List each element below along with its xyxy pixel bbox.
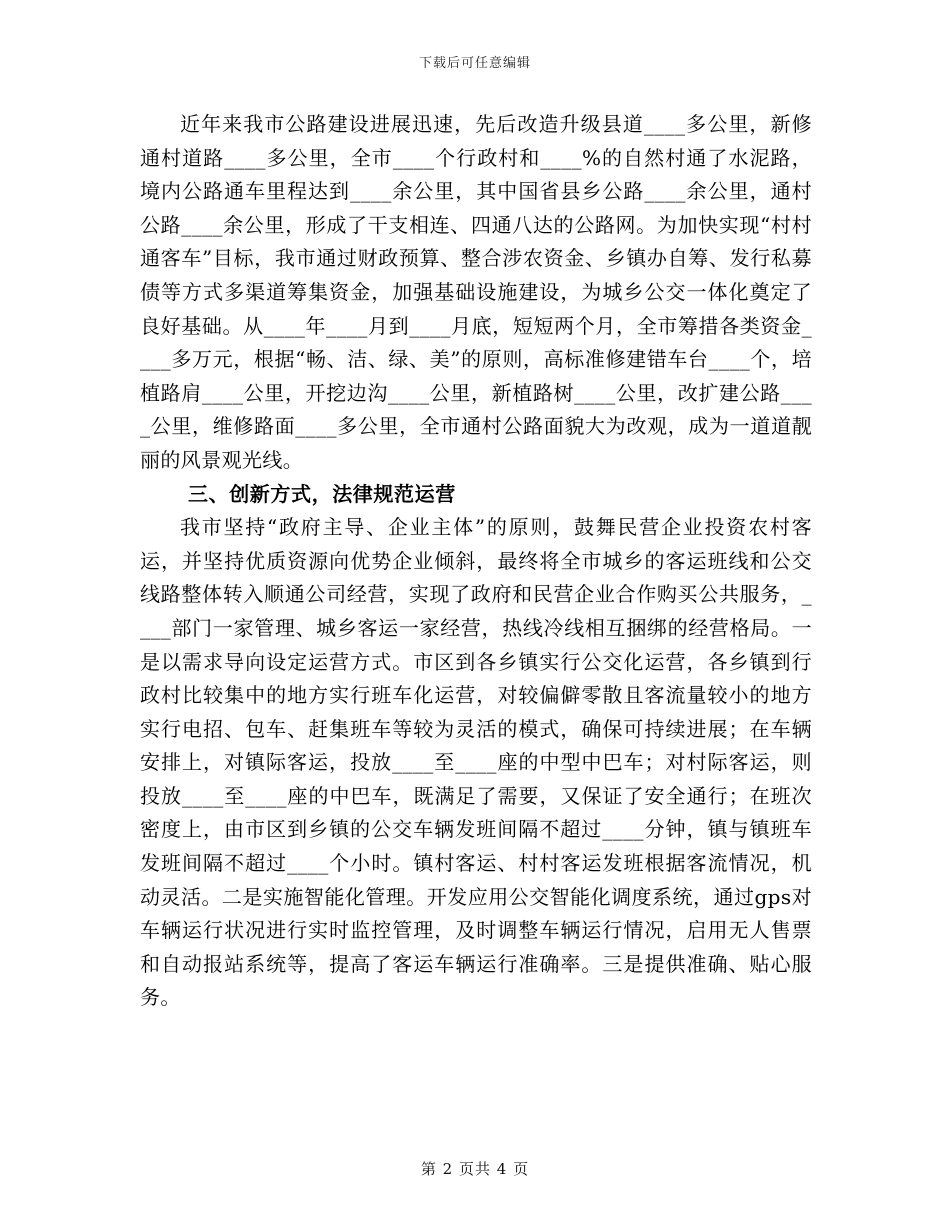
paragraph-road-construction: 近年来我市公路建设进展迅速，先后改造升级县道____多公里，新修通村道路____多公里，全市____个行政村和____%的自然村通了水泥路，境内公路通车里程达到____余公里，其中国省县乡公路____余公里，通村公路____余公里，形成了干支相连、四通八达的公路网。为加快实现“村村通客车”目标，我市通过财政预算、整合涉农资金、乡镇办自筹、发行私募债等方式多渠道筹集资金，加强基础设施建设，为城乡公交一体化奠定了良好基础。从____年____月到____月底，短短两个月，全市筹措各类资金____多万元，根据“畅、洁、绿、美”的原则，高标准修建错车台____个，培植路肩____公里，开挖边沟____公里，新植路树____公里，改扩建公路____公里，维修路面____多公里，全市通村公路面貌大为改观，成为一道道靓丽的风景观光线。 xyxy=(140,112,812,472)
document-body xyxy=(140,108,812,1015)
paragraph-operation-mode: 我市坚持“政府主导、企业主体”的原则，鼓舞民营企业投资农村客运，并坚持优质资源向优势企业倾斜，最终将全市城乡的客运班线和公交线路整体转入顺通公司经营，实现了政府和民营企业合作购买公共服务，____部门一家管理、城乡客运一家经营，热线冷线相互捆绑的经营格局。一是以需求导向设定运营方式。市区到各乡镇实行公交化运营，各乡镇到行政村比较集中的地方实行班车化运营，对较偏僻零散且客流量较小的地方实行电招、包车、赶集班车等较为灵活的模式，确保可持续进展；在车辆安排上，对镇际客运，投放____至____座的中型中巴车；对村际客运，则投放____至____座的中巴车，既满足了需要，又保证了安全通行；在班次密度上，由市区到乡镇的公交车辆发班间隔不超过____分钟，镇与镇班车发班间隔不超过____个小时。镇村客运、村村客运发班根据客流情况，机动灵活。二是实施智能化管理。开发应用公交智能化调度系统，通过gps对车辆运行状况进行实时监控管理，及时调整车辆运行情况，启用无人售票和自动报站系统等，提高了客运车辆运行准确率。三是提供准确、贴心服务。 xyxy=(140,515,812,1010)
section-heading: 三、创新方式，法律规范运营 xyxy=(188,481,456,506)
page-footer: 第 2 页共 4 页 xyxy=(420,1160,530,1178)
page-header: 下载后可任意编辑 xyxy=(418,56,531,71)
